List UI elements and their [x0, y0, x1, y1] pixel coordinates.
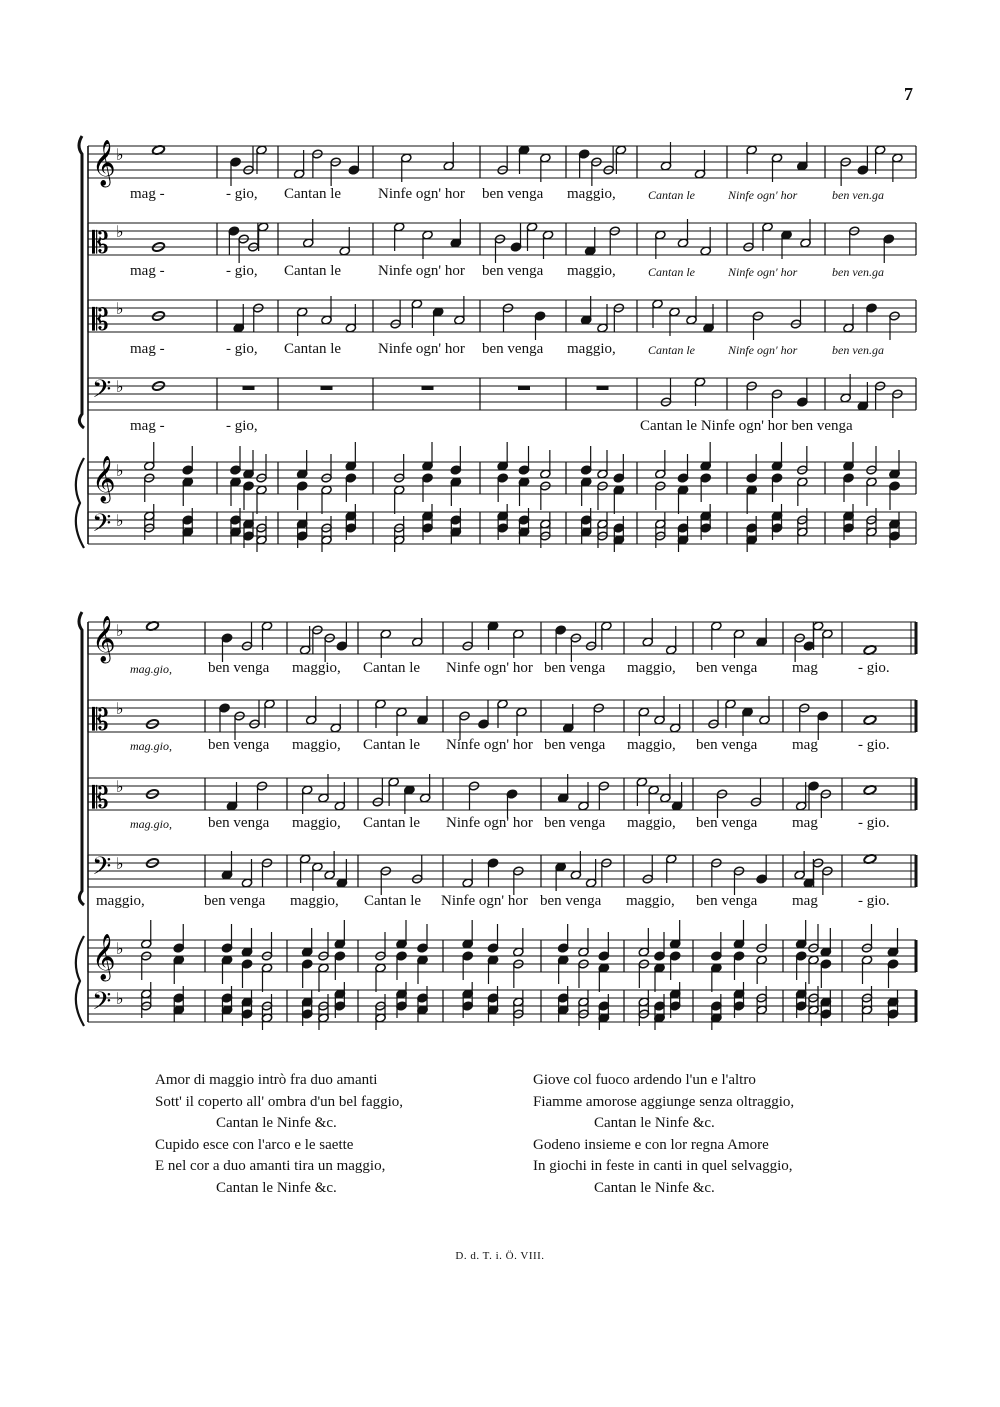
lyric-syllable: - gio,	[226, 418, 258, 434]
key-flat-icon: ♭	[116, 461, 124, 480]
key-flat-icon: ♭	[116, 621, 124, 640]
clef-icon: 𝄡	[92, 781, 109, 816]
key-flat-icon: ♭	[116, 989, 124, 1008]
lyric-row-soprano	[0, 660, 1000, 682]
lyric-syllable: mag	[792, 660, 818, 676]
piano-brace	[76, 936, 84, 1026]
lyric-syllable: Ninfe ogn' hor	[446, 737, 533, 753]
staff-piano-treble	[88, 920, 916, 992]
lyric-syllable: maggio,	[292, 815, 341, 831]
clef-icon: 𝄡	[92, 703, 109, 738]
lyric-syllable: Cantan le	[284, 186, 342, 202]
page-number: 7	[904, 84, 913, 104]
verse-line: In giochi in feste in canti in quel selvaggio,	[533, 1158, 793, 1174]
verse-column-left	[155, 1070, 403, 1199]
lyric-syllable: Ninfe ogn' hor	[446, 660, 533, 676]
lyric-syllable: ben venga	[482, 341, 544, 357]
staff-alto	[88, 696, 916, 740]
lyric-syllable: mag -	[130, 418, 165, 434]
lyric-syllable: - gio.	[858, 815, 890, 831]
lyric-syllable: Cantan le	[284, 263, 342, 279]
lyric-syllable: maggio,	[96, 893, 145, 909]
lyric-syllable: Ninfe ogn' hor	[728, 188, 798, 202]
lyric-syllable: Cantan le	[363, 737, 421, 753]
lyric-syllable: ben venga	[544, 660, 606, 676]
lyric-syllable: Ninfe ogn' hor	[446, 815, 533, 831]
staff-tenor	[88, 774, 916, 818]
verse-refrain: Cantan le Ninfe &c.	[594, 1115, 715, 1131]
lyric-syllable: ben ven.ga	[832, 343, 884, 357]
lyric-syllable: maggio,	[627, 660, 676, 676]
lyric-syllable: maggio,	[627, 815, 676, 831]
staff-bass	[88, 851, 916, 895]
clef-icon: 𝄞	[92, 456, 116, 502]
key-flat-icon: ♭	[116, 854, 124, 873]
clef-icon: 𝄡	[92, 226, 109, 261]
lyric-syllable: maggio,	[292, 660, 341, 676]
lyric-syllable: Cantan le	[363, 815, 421, 831]
lyric-syllable: Ninfe ogn' hor	[441, 893, 528, 909]
lyric-syllable: ben venga	[208, 660, 270, 676]
key-flat-icon: ♭	[116, 377, 124, 396]
verse-line: Giove col fuoco ardendo l'un e l'altro	[533, 1072, 756, 1088]
key-flat-icon: ♭	[116, 939, 124, 958]
lyric-row-alto	[0, 737, 1000, 759]
lyric-syllable: ben venga	[696, 893, 758, 909]
lyric-syllable: maggio,	[626, 893, 675, 909]
lyric-syllable: - gio.	[858, 737, 890, 753]
lyric-syllable: Cantan le	[648, 265, 695, 279]
verse-column-right	[533, 1070, 794, 1199]
lyric-syllable: maggio,	[567, 341, 616, 357]
lyric-syllable: maggio,	[290, 893, 339, 909]
clef-icon: 𝄡	[92, 303, 109, 338]
clef-icon: 𝄢	[92, 987, 112, 1022]
lyric-syllable: ben venga	[482, 263, 544, 279]
lyric-syllable: ben venga	[540, 893, 602, 909]
lyric-syllable: maggio,	[567, 263, 616, 279]
verse-refrain: Cantan le Ninfe &c.	[216, 1179, 337, 1196]
lyric-syllable: Cantan le	[364, 893, 422, 909]
lyric-syllable: mag.gio,	[130, 662, 172, 676]
staff-piano-bass	[88, 982, 916, 1030]
lyric-row-bass	[0, 893, 1000, 915]
clef-icon: 𝄢	[92, 375, 112, 410]
clef-icon: 𝄞	[92, 140, 116, 186]
lyric-syllable: mag	[792, 815, 818, 831]
lyric-syllable: mag.gio,	[130, 739, 172, 753]
lyric-syllable: Ninfe ogn' hor	[378, 341, 465, 357]
lyric-syllable: mag	[792, 737, 818, 753]
lyric-syllable: mag -	[130, 263, 165, 279]
clef-icon: 𝄢	[92, 852, 112, 887]
lyric-syllable: - gio.	[858, 893, 890, 909]
lyric-syllable: Cantan le Ninfe ogn' hor ben venga	[640, 418, 853, 434]
lyric-syllable: ben venga	[696, 815, 758, 831]
key-flat-icon: ♭	[116, 299, 124, 318]
lyric-syllable: - gio.	[858, 660, 890, 676]
lyric-syllable: Ninfe ogn' hor	[378, 263, 465, 279]
key-flat-icon: ♭	[116, 699, 124, 718]
lyric-syllable: ben venga	[696, 660, 758, 676]
lyric-row-tenor	[0, 815, 1000, 837]
lyric-syllable: mag	[792, 893, 818, 909]
verse-line: Sott' il coperto all' ombra d'un bel faggio,	[155, 1093, 404, 1110]
key-flat-icon: ♭	[116, 511, 124, 530]
lyric-syllable: Cantan le	[648, 343, 695, 357]
lyric-syllable: mag -	[130, 186, 165, 202]
lyric-syllable: maggio,	[567, 186, 616, 202]
lyric-syllable: Cantan le	[648, 188, 695, 202]
lyric-syllable: Ninfe ogn' hor	[728, 265, 798, 279]
verse-line: E nel cor a duo amanti tira un maggio,	[155, 1158, 386, 1174]
lyric-syllable: Cantan le	[284, 341, 342, 357]
verse-refrain: Cantan le Ninfe &c.	[216, 1115, 337, 1131]
clef-icon: 𝄞	[92, 934, 116, 980]
footer-citation: D. d. T. i. Ö. VIII.	[455, 1250, 545, 1262]
lyric-syllable: ben ven.ga	[832, 265, 884, 279]
verse-refrain: Cantan le Ninfe &c.	[594, 1179, 715, 1196]
lyric-syllable: ben ven.ga	[832, 188, 884, 202]
lyric-syllable: ben venga	[208, 815, 270, 831]
lyric-syllable: - gio,	[226, 341, 258, 357]
staff-soprano	[88, 616, 916, 664]
lyric-syllable: ben venga	[696, 737, 758, 753]
lyric-syllable: ben venga	[204, 893, 266, 909]
lyric-syllable: - gio,	[226, 263, 258, 279]
verse-line: Amor di maggio intrò fra duo amanti	[155, 1072, 378, 1088]
lyric-syllable: ben venga	[208, 737, 270, 753]
lyric-syllable: - gio,	[226, 186, 258, 202]
verse-line: Cupido esce con l'arco e le saette	[155, 1136, 354, 1153]
verse-line: Fiamme amorose aggiunge senza oltraggio,	[533, 1093, 795, 1110]
key-flat-icon: ♭	[116, 145, 124, 164]
lyric-syllable: ben venga	[544, 815, 606, 831]
verse-line: Godeno insieme e con lor regna Amore	[533, 1136, 769, 1153]
lyric-syllable: Ninfe ogn' hor	[728, 343, 798, 357]
verse-text	[0, 1070, 1000, 1200]
key-flat-icon: ♭	[116, 222, 124, 241]
lyric-syllable: mag -	[130, 341, 165, 357]
lyric-syllable: maggio,	[292, 737, 341, 753]
lyric-syllable: Ninfe ogn' hor	[378, 186, 465, 202]
lyric-syllable: ben venga	[482, 186, 544, 202]
lyric-syllable: ben venga	[544, 737, 606, 753]
lyric-syllable: maggio,	[627, 737, 676, 753]
clef-icon: 𝄢	[92, 509, 112, 544]
clef-icon: 𝄞	[92, 616, 116, 662]
lyric-syllable: mag.gio,	[130, 817, 172, 831]
key-flat-icon: ♭	[116, 777, 124, 796]
lyric-syllable: Cantan le	[363, 660, 421, 676]
